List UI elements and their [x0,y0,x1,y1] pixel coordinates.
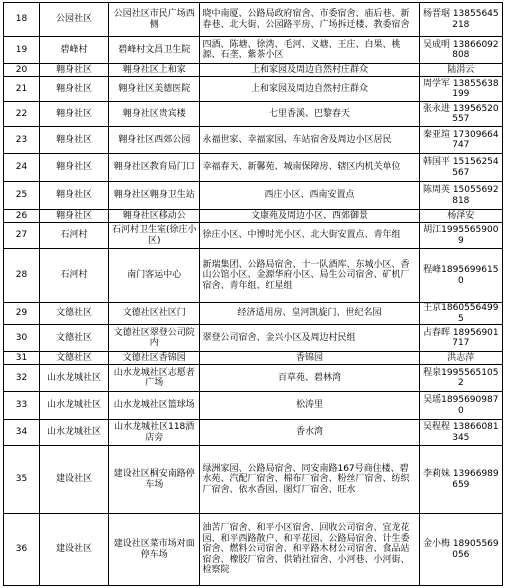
contact-cell: 陆涓云 [419,64,502,77]
row-number: 21 [4,77,40,102]
area-cell: 上和家园及周边自然村庄群众 [200,77,419,102]
area-cell: 西庄小区、西南安置点 [200,182,419,210]
area-cell: 松涛里 [200,392,419,420]
table-row [4,514,503,586]
area-cell: 百草苑、碧林湾 [200,365,419,392]
row-number: 33 [4,392,40,420]
community-cell: 翱身社区 [40,210,109,223]
community-cell: 翱身社区 [40,77,109,102]
contact-cell: 程泉19955651052 [419,365,502,392]
area-cell: 经济适用房、皇河凯旋门、世纪名园 [200,303,419,325]
table-row [4,64,503,77]
community-cell: 石河村 [40,223,109,249]
site-cell: 公园社区市民广场西侧 [108,3,200,37]
area-cell: 香水湾 [200,420,419,446]
contact-cell: 吴程程 13866081345 [419,420,502,446]
site-cell: 建设社区菜市场对面停车场 [108,514,200,586]
contact-cell: 杨晋琚 13855645218 [419,3,502,37]
community-cell: 石河村 [40,249,109,303]
row-number: 27 [4,223,40,249]
site-cell: 翱身社区贵宾楼 [108,102,200,127]
community-cell: 翱身社区 [40,182,109,210]
community-cell: 文德社区 [40,352,109,365]
table-row [4,446,503,514]
contact-cell: 程峰18956996150 [419,249,502,303]
row-number: 19 [4,37,40,64]
area-cell: 徐庄小区、中博时光小区、北大街安置点、青年组 [200,223,419,249]
area-cell: 四酒、陈塘、徐湾、毛河、义塘、王庄、白果、桃源、石垄、紫茶小区 [200,37,419,64]
row-number: 25 [4,182,40,210]
row-number: 20 [4,64,40,77]
area-cell: 晓中南厦、公路局政府宿舍、市委宿舍、庙后巷、新春巷、北大街、公园路平房、广场拆迁楼、教委宿舍 [200,3,419,37]
table-row [4,182,503,210]
community-cell: 文德社区 [40,325,109,352]
area-cell: 香锦园 [200,352,419,365]
community-cell: 建设社区 [40,514,109,586]
table-row [4,154,503,182]
row-number: 23 [4,127,40,154]
table-row [4,210,503,223]
area-cell: 新瑞集团、公路局宿舍、十一队酒库、东城小区、香山公馆小区、金源华府小区、局生公司宿舍、矿机厂宿舍、青年组、红星组 [200,249,419,303]
contact-cell: 吴瑶18956909870 [419,392,502,420]
area-cell: 文康苑及周边小区、西郊御景 [200,210,419,223]
row-number: 18 [4,3,40,37]
contact-cell: 秦亚瑄 17309664747 [419,127,502,154]
row-number: 35 [4,446,40,514]
contact-cell: 李莉妹 13966989659 [419,446,502,514]
row-number: 36 [4,514,40,586]
site-cell: 石河村卫生室(徐庄小区) [108,223,200,249]
site-cell: 山水龙城社区118酒店旁 [108,420,200,446]
site-cell: 南门客运中心 [108,249,200,303]
community-cell: 山水龙城社区 [40,420,109,446]
community-cell: 翱身社区 [40,154,109,182]
site-cell: 翱身社区上和家 [108,64,200,77]
table-row [4,420,503,446]
site-cell: 碧峰村文昌卫生院 [108,37,200,64]
site-cell: 翱身社区移动公 [108,210,200,223]
site-cell: 翱身社区翱身卫生站 [108,182,200,210]
contact-cell: 吴成明 13866092808 [419,37,502,64]
contact-cell: 韩国平 15156254567 [419,154,502,182]
table-body [4,3,503,586]
area-cell: 油苦厂宿舍、和平小区宿舍、回收公司宿舍、宜龙花园、和平西路散户、和平花园、公路局宿舍、计生委宿舍、燃料公司宿舍、和平路木材公司宿舍、食品站宿舍、橡胶厂宿舍、供销社宿舍、小河巷、小河街、检察院 [200,514,419,586]
contact-cell: 洪志萍 [419,352,502,365]
contact-cell: 金小梅 18905569056 [419,514,502,586]
table-row [4,37,503,64]
contact-cell: 王京18605564995 [419,303,502,325]
area-cell: 绿洲家园、公路局宿舍、同安南路167号商住楼、碧水苑、汽配厂宿舍、棉布厂宿舍、粉丝厂宿舍、纺织厂宿舍、依水香园、图灯厂宿舍、旺水 [200,446,419,514]
row-number: 22 [4,102,40,127]
site-cell: 文德社区香锦园 [108,352,200,365]
site-cell: 翱身社区美德医院 [108,77,200,102]
row-number: 30 [4,325,40,352]
area-cell: 幸福春天、新馨苑、城南保障房、辖区内机关单位 [200,154,419,182]
table-row [4,102,503,127]
table-row [4,223,503,249]
contact-cell: 杨泽安 [419,210,502,223]
contact-cell: 陈周英 15055692818 [419,182,502,210]
row-number: 34 [4,420,40,446]
row-number: 29 [4,303,40,325]
row-number: 26 [4,210,40,223]
table-row [4,392,503,420]
site-cell: 翱身社区西郊公园 [108,127,200,154]
site-cell: 文德社区翠登公司院内 [108,325,200,352]
table-row [4,127,503,154]
community-cell: 翱身社区 [40,64,109,77]
community-cell: 翱身社区 [40,127,109,154]
contact-cell: 占春晖 18956901717 [419,325,502,352]
community-cell: 山水龙城社区 [40,392,109,420]
site-cell: 建设社区桐安南路停车场 [108,446,200,514]
site-cell: 山水龙城社区志愿者广场 [108,365,200,392]
row-number: 28 [4,249,40,303]
row-number: 31 [4,352,40,365]
community-cell: 山水龙城社区 [40,365,109,392]
contact-cell: 周学军 13855638199 [419,77,502,102]
community-cell: 翱身社区 [40,102,109,127]
site-cell: 翱身社区教育局门口 [108,154,200,182]
community-cell: 公园社区 [40,3,109,37]
table-row [4,249,503,303]
community-cell: 文德社区 [40,303,109,325]
table-row [4,325,503,352]
area-cell: 上和家园及周边自然村庄群众 [200,64,419,77]
area-cell: 七里香溪、巴黎春天 [200,102,419,127]
community-cell: 建设社区 [40,446,109,514]
area-cell: 翠登公司宿舍、金兴小区及周边村民组 [200,325,419,352]
community-cell: 碧峰村 [40,37,109,64]
row-number: 32 [4,365,40,392]
site-cell: 山水龙城社区篮球场 [108,392,200,420]
row-number: 24 [4,154,40,182]
table-row [4,365,503,392]
table-row [4,352,503,365]
distribution-table [3,2,503,586]
contact-cell: 张永进 13956520557 [419,102,502,127]
area-cell: 永福世家、幸福家园、车站宿舍及周边小区居民 [200,127,419,154]
site-cell: 文德社区社区门 [108,303,200,325]
contact-cell: 胡江19955659009 [419,223,502,249]
table-row [4,303,503,325]
table-row [4,77,503,102]
table-row [4,3,503,37]
